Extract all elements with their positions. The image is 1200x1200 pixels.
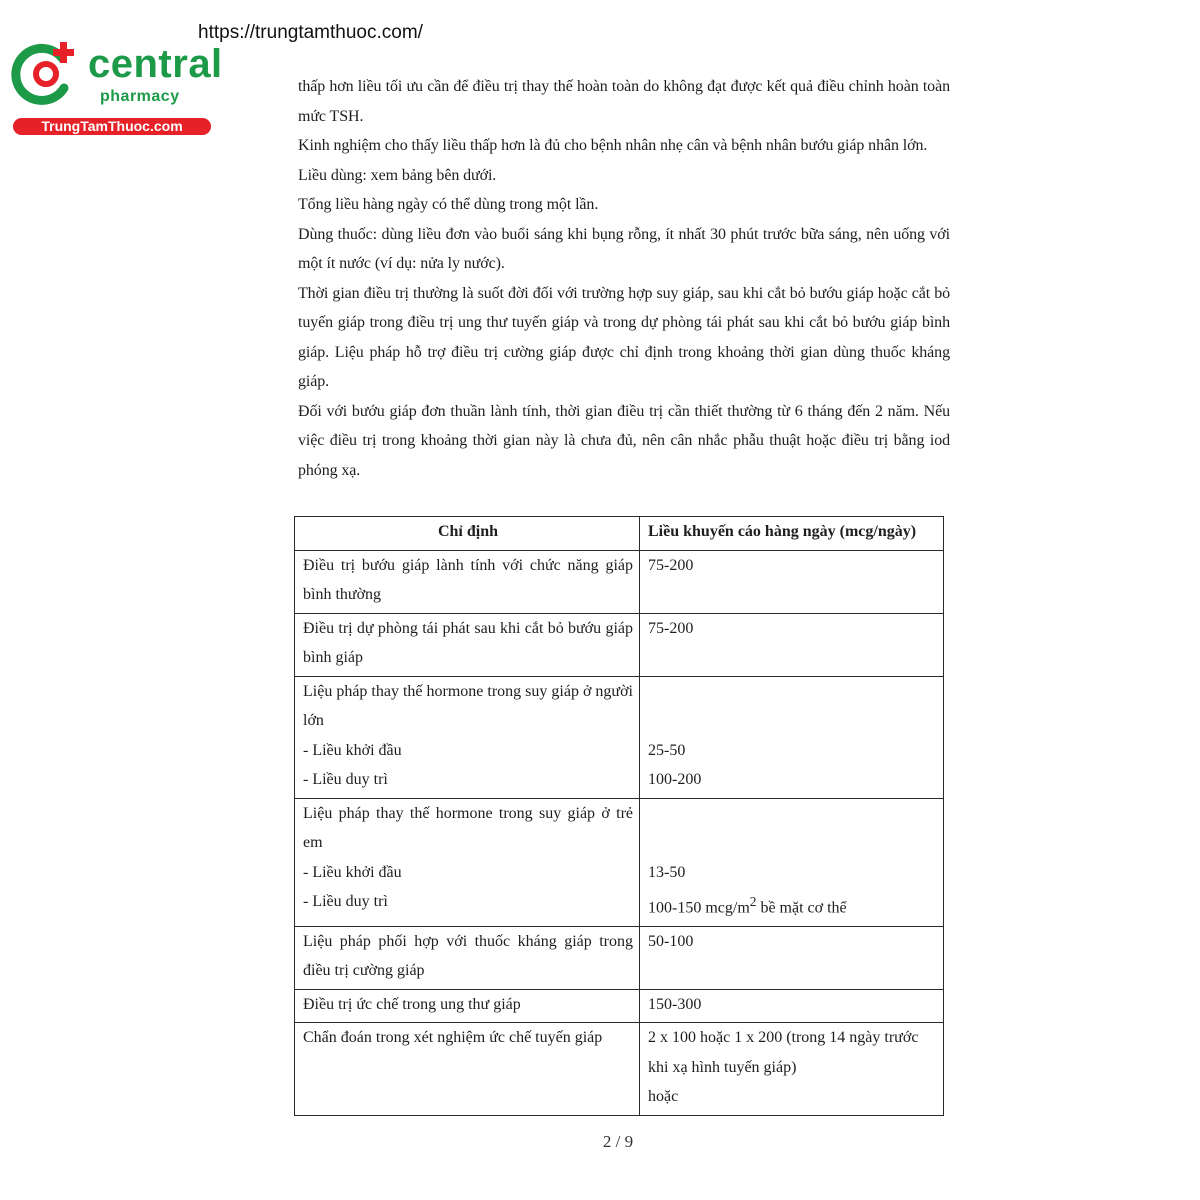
dose-cell: 150-300 bbox=[640, 989, 944, 1023]
indication-cell: Điều trị ức chế trong ung thư giáp bbox=[295, 989, 640, 1023]
page-number: 2 / 9 bbox=[602, 1132, 634, 1151]
logo-brand-text: central bbox=[88, 42, 223, 86]
indication-cell: Chẩn đoán trong xét nghiệm ức chế tuyến giáp bbox=[295, 1023, 640, 1116]
dose-cell: 75-200 bbox=[640, 550, 944, 613]
dose-value: 13-50 bbox=[648, 863, 686, 881]
indication-cell: Liệu pháp phối hợp với thuốc kháng giáp trong điều trị cường giáp bbox=[295, 926, 640, 989]
sub-item: - Liều duy trì bbox=[303, 771, 388, 788]
table-row bbox=[295, 676, 944, 798]
paragraph: Thời gian điều trị thường là suốt đời đối với trường hợp suy giáp, sau khi cắt bỏ bướu giáp hoặc cắt bỏ tuyến giáp trong điều trị ung thư tuyến giáp và trong dự phòng tái phát sau khi cắt bỏ bướu giáp bình giáp. Liệu pháp hỗ trợ điều trị cường giáp được chỉ định trong khoảng thời gian dùng thuốc kháng giáp. bbox=[298, 284, 950, 390]
watermark-url: https://trungtamthuoc.com/ bbox=[198, 22, 423, 43]
dose-value: 2 x 100 hoặc 1 x 200 (trong 14 ngày trước khi xạ hình tuyến giáp) bbox=[648, 1029, 919, 1076]
table-row bbox=[295, 550, 944, 613]
dose-cell bbox=[640, 798, 944, 926]
indication-cell: Điều trị dự phòng tái phát sau khi cắt bỏ bướu giáp bình giáp bbox=[295, 613, 640, 676]
logo-sub-text: pharmacy bbox=[100, 88, 180, 105]
header-indication: Chỉ định bbox=[295, 517, 640, 551]
sub-item: - Liều duy trì bbox=[303, 893, 388, 910]
dose-value: 100-200 bbox=[648, 771, 702, 788]
table-row bbox=[295, 926, 944, 989]
indication-cell bbox=[295, 676, 640, 798]
indication-text: Liệu pháp thay thế hormone trong suy giáp ở trẻ em bbox=[303, 804, 633, 851]
paragraph: Dùng thuốc: dùng liều đơn vào buổi sáng khi bụng rỗng, ít nhất 30 phút trước bữa sáng, nên uống với một ít nước (ví dụ: nửa ly nước). bbox=[298, 225, 950, 272]
paragraph: Kinh nghiệm cho thấy liều thấp hơn là đủ cho bệnh nhân nhẹ cân và bệnh nhân bướu giáp nhân lớn. bbox=[298, 137, 928, 154]
table-row bbox=[295, 1023, 944, 1116]
dose-cell bbox=[640, 676, 944, 798]
indication-cell: Điều trị bướu giáp lành tính với chức năng giáp bình thường bbox=[295, 550, 640, 613]
dose-value: 100-150 mcg/$m^2$ bề mặt cơ thể bbox=[648, 894, 847, 917]
dose-cell bbox=[640, 1023, 944, 1116]
sub-item: - Liều khởi đầu bbox=[303, 863, 402, 881]
indication-text: Liệu pháp thay thế hormone trong suy giáp ở người lớn bbox=[303, 682, 633, 729]
table-header-row bbox=[295, 517, 944, 551]
central-pharmacy-logo-icon bbox=[10, 38, 82, 110]
dose-cell: 75-200 bbox=[640, 613, 944, 676]
header-daily-dose: Liều khuyến cáo hàng ngày (mcg/ngày) bbox=[640, 517, 944, 551]
logo-site-bar: TrungTamThuoc.com bbox=[13, 118, 211, 135]
table-row bbox=[295, 989, 944, 1023]
paragraph: Tổng liều hàng ngày có thể dùng trong một lần. bbox=[298, 196, 599, 213]
dosage-table bbox=[294, 516, 944, 1116]
dose-cell: 50-100 bbox=[640, 926, 944, 989]
document-body bbox=[298, 72, 950, 485]
sub-item: - Liều khởi đầu bbox=[303, 741, 402, 759]
dose-value: 25-50 bbox=[648, 741, 686, 759]
paragraph: thấp hơn liều tối ưu cần để điều trị thay thế hoàn toàn do không đạt được kết quả điều chỉnh hoàn toàn mức TSH. bbox=[298, 78, 950, 125]
table-row bbox=[295, 798, 944, 926]
table-row bbox=[295, 613, 944, 676]
indication-cell bbox=[295, 798, 640, 926]
dose-value: hoặc bbox=[648, 1088, 679, 1106]
paragraph: Đối với bướu giáp đơn thuần lành tính, thời gian điều trị cần thiết thường từ 6 tháng đến 2 năm. Nếu việc điều trị trong khoảng thời gian này là chưa đủ, nên cân nhắc phẫu thuật hoặc điều trị bằng iod phóng xạ. bbox=[298, 402, 950, 479]
paragraph: Liều dùng: xem bảng bên dưới. bbox=[298, 166, 497, 184]
